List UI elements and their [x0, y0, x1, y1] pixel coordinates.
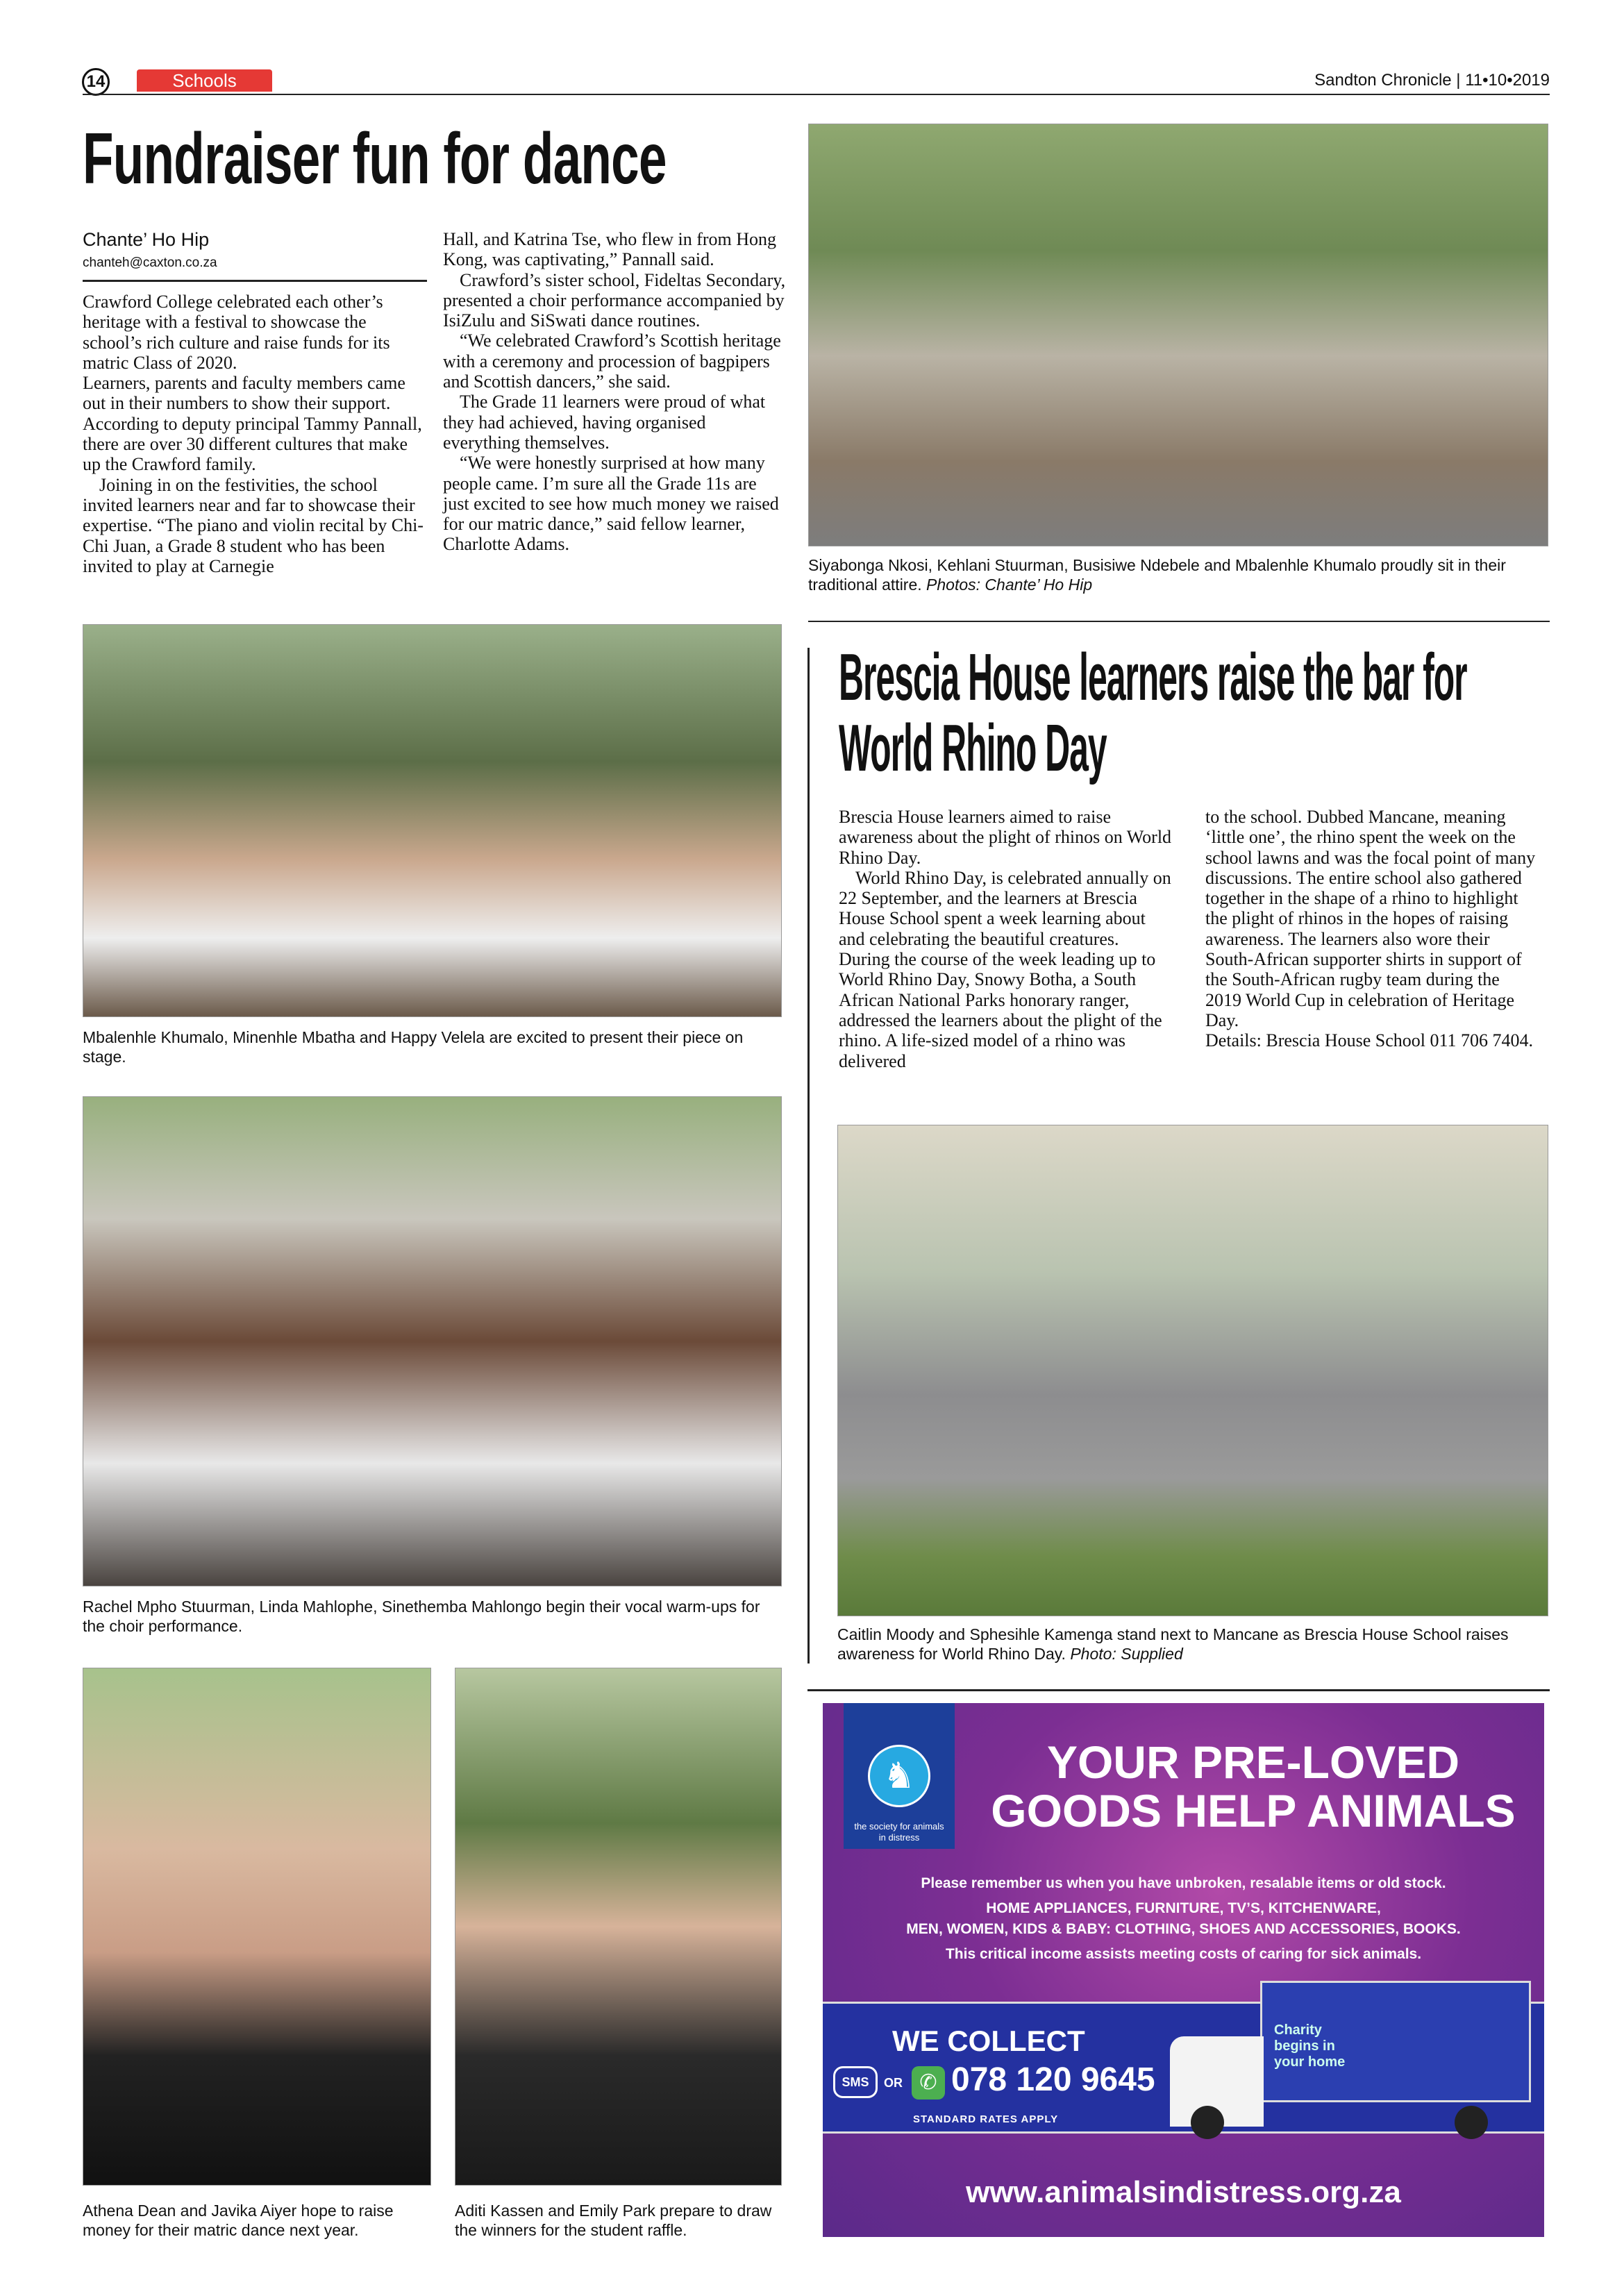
caption-third: Rachel Mpho Stuurman, Linda Mahlophe, Sinethemba Mahlongo begin their vocal warm-ups for the choir performance.: [83, 1598, 760, 1635]
rates-note: STANDARD RATES APPLY: [913, 2113, 1059, 2125]
photo-traditional-attire-group: [808, 124, 1548, 546]
society-logo: [844, 1703, 955, 1849]
photo-three-girls-beads: [83, 624, 782, 1017]
caption-text: Siyabonga Nkosi, Kehlani Stuurman, Busisiwe Ndebele and Mbalenhle Khumalo proudly sit in their traditional attire.: [808, 556, 1506, 594]
photo-credit: Photos: Chante’ Ho Hip: [926, 576, 1093, 594]
whatsapp-icon: ✆: [912, 2066, 945, 2100]
article2-headline: Brescia House learners raise the bar for World Rhino Day: [839, 640, 1467, 785]
ad-line: This critical income assists meeting costs of caring for sick animals.: [945, 1946, 1422, 1962]
caption-second: Mbalenhle Khumalo, Minenhle Mbatha and Happy Velela are excited to present their piece on stage.: [83, 1028, 744, 1066]
byline: Chante’ Ho Hip: [83, 229, 210, 250]
paragraph: Learners, parents and faculty members came out in their numbers to show their support. According to deputy principal Tammy Pannall, there are over 30 different cultures that make up the Crawford family.: [83, 373, 422, 475]
ad-headline-line: GOODS HELP ANIMALS: [991, 1785, 1516, 1836]
article2-col2: [1205, 807, 1540, 1051]
article2-col1: [839, 807, 1173, 1071]
phone-number[interactable]: 078 120 9645: [951, 2061, 1155, 2098]
byline-email: chanteh@caxton.co.za: [83, 255, 217, 270]
ad-rule: [807, 1689, 1550, 1691]
caption-text: Caitlin Moody and Sphesihle Kamenga stand next to Mancane as Brescia House School raises awareness for World Rhino Day.: [837, 1625, 1509, 1663]
advertisement-animals-in-distress[interactable]: [823, 1703, 1544, 2237]
ad-line: HOME APPLIANCES, FURNITURE, TV’S, KITCHENWARE,: [986, 1900, 1381, 1916]
masthead-date: Sandton Chronicle | 11•10•2019: [1314, 71, 1550, 90]
article1-col2: [443, 229, 787, 555]
caption-fifth: Aditi Kassen and Emily Park prepare to draw the winners for the student raffle.: [455, 2202, 772, 2239]
ad-website-link[interactable]: www.animalsindistress.org.za: [966, 2175, 1401, 2209]
section-tab: Schools: [137, 69, 272, 92]
we-collect: WE COLLECT: [892, 2025, 1085, 2057]
caption-top-right: [808, 555, 1551, 594]
article1-col1: [83, 292, 430, 576]
paragraph: World Rhino Day, is celebrated annually on 22 September, and the learners at Brescia House School spent a week learning about and celebrating the beautiful creatures. During the course of the week leading up to World Rhino Day, Snowy Botha, a South African National Parks honorary ranger, addressed the learners about the plight of the rhino. A life-sized model of a rhino was delivered: [839, 867, 1171, 1071]
caption-rhino: [837, 1625, 1552, 1664]
ad-headline: [962, 1738, 1544, 1835]
header-rule: [83, 94, 1550, 95]
ad-line: Please remember us when you have unbroken, resalable items or old stock.: [921, 1875, 1446, 1891]
sms-icon: SMS: [833, 2066, 878, 2098]
ad-body: [823, 1873, 1544, 1965]
paragraph: Crawford’s sister school, Fideltas Secondary, presented a choir performance accompanied by IsiZulu and SiSwati dance routines.: [443, 269, 786, 331]
paragraph: Brescia House learners aimed to raise awareness about the plight of rhinos on World Rhino Day.: [839, 807, 1172, 868]
truck-slogan: Charity begins in your home: [1274, 2022, 1346, 2070]
photo-aditi-emily: [455, 1668, 782, 2186]
paragraph: The Grade 11 learners were proud of what they had achieved, having organised everything themselves.: [443, 392, 766, 453]
paragraph: Joining in on the festivities, the school invited learners near and far to showcase their expertise. “The piano and violin recital by Chi-Chi Juan, a Grade 8 student who has been invited to play at Carnegie: [83, 474, 424, 576]
paragraph: “We celebrated Crawford’s Scottish heritage with a ceremony and procession of bagpipers and Scottish dancers,” she said.: [443, 330, 781, 392]
paragraph: “We were honestly surprised at how many people came. I’m sure all the Grade 11s are just excited to see how much money we raised for our matric dance,” said fellow learner, Charlotte Adams.: [443, 453, 779, 555]
photo-athena-javika: [83, 1668, 431, 2186]
column-divider: [807, 648, 810, 1664]
paragraph: Crawford College celebrated each other’s heritage with a festival to showcase the school’s rich culture and raise funds for its matric Class of 2020.: [83, 292, 390, 373]
page-number: 14: [82, 68, 110, 96]
byline-rule: [83, 280, 427, 282]
section-rule: [808, 621, 1550, 622]
paragraph: Details: Brescia House School 011 706 7404.: [1205, 1030, 1534, 1051]
article1-headline: Fundraiser fun for dance: [83, 119, 667, 199]
paragraph: Hall, and Katrina Tse, who flew in from Hong Kong, was captivating,” Pannall said.: [443, 229, 777, 270]
photo-rhino-model: [837, 1125, 1548, 1616]
paragraph: to the school. Dubbed Mancane, meaning ‘little one’, the rhino spent the week on the school lawns and was the focal point of many discussions. The entire school also gathered together in the shape of a rhino to highlight the plight of rhinos in the hopes of raising awareness. The learners also wore their South-African supporter shirts in support of the South-African rugby team during the 2019 World Cup in celebration of Heritage Day.: [1205, 807, 1536, 1030]
logo-text: the society for animals in distress: [854, 1821, 944, 1843]
caption-fourth: Athena Dean and Javika Aiyer hope to raise money for their matric dance next year.: [83, 2202, 394, 2239]
ad-headline-line: YOUR PRE-LOVED: [1046, 1736, 1460, 1788]
truck-image: [1170, 1981, 1531, 2154]
ad-line: MEN, WOMEN, KIDS & BABY: CLOTHING, SHOES AND ACCESSORIES, BOOKS.: [906, 1921, 1461, 1937]
photo-choir-warmup: [83, 1096, 782, 1586]
horse-icon: ♞: [868, 1745, 930, 1807]
photo-credit: Photo: Supplied: [1070, 1645, 1183, 1663]
or-label: OR: [884, 2076, 903, 2090]
